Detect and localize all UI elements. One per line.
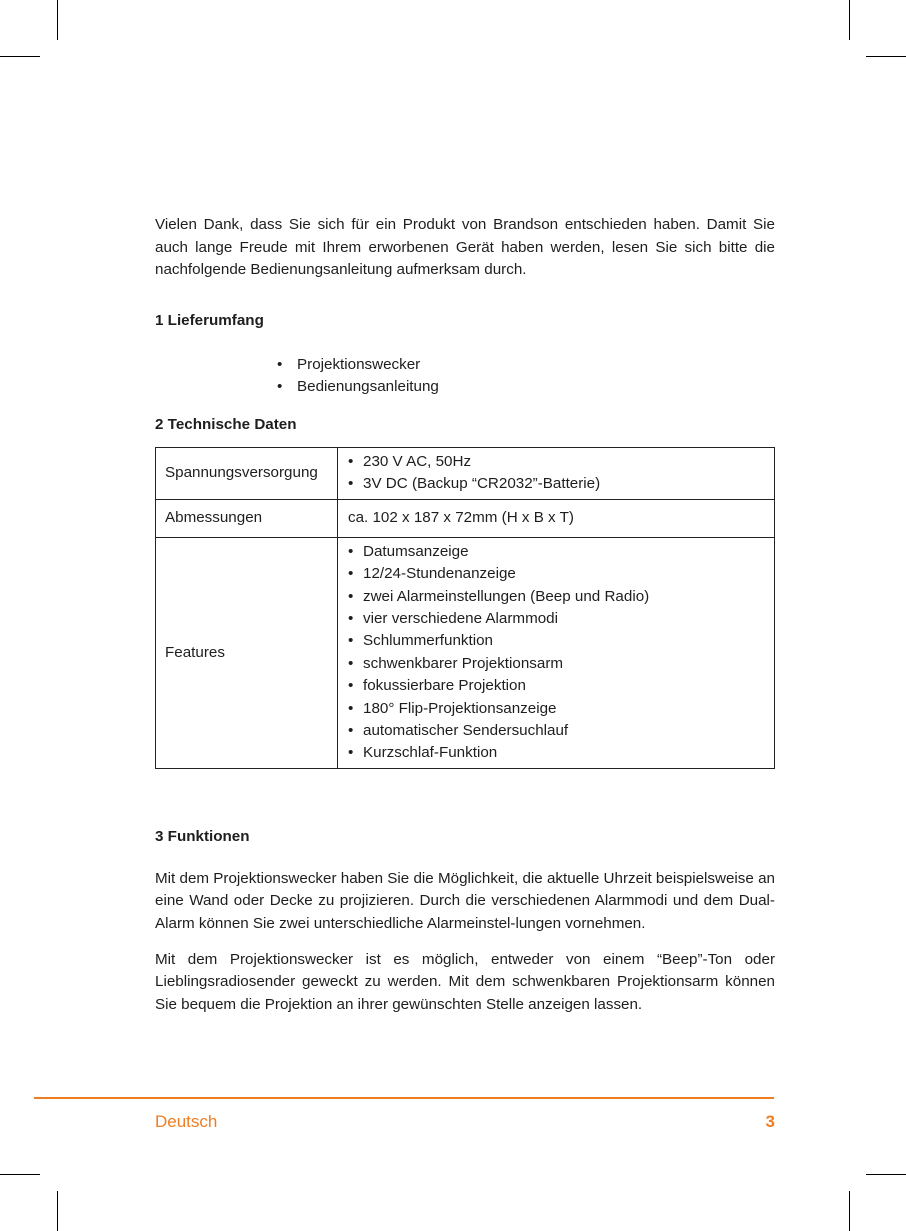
spec-key: Features [156,537,338,768]
crop-mark [866,56,906,57]
crop-mark [57,0,58,40]
intro-paragraph: Vielen Dank, dass Sie sich für ein Produkt von Brandson entschieden haben. Damit Sie auch lange Freude mit Ihrem erworbenen Gerät haben werden, lesen Sie sich bitte die nachfolgende Bedienungsanleitung aufmerksam durch. [155,216,775,279]
list-item: • Bedienungsanleitung [277,376,775,399]
body-paragraph: Mit dem Projektionswecker ist es möglich, entweder von einem “Beep”-Ton oder Lieblingsradiosender geweckt zu werden. Mit dem schwenkbaren Projektionsarm können Sie bequem die Projektion an ihrer gewünschten Stelle anzeigen lassen. [155,950,775,1013]
list-item: • Projektionswecker [277,354,775,377]
crop-mark [0,1174,40,1175]
list-item: • Kurzschlaf-Funktion [348,742,766,764]
crop-mark [849,1191,850,1231]
list-item: • Schlummerfunktion [348,630,766,652]
crop-mark [57,1191,58,1231]
crop-mark [866,1174,906,1175]
spec-value [338,447,775,499]
spec-value [338,537,775,768]
table-row [156,499,775,537]
section-heading-funktionen: 3 Funktionen [155,827,250,845]
specs-table [155,447,775,769]
page-content [155,214,775,1016]
crop-mark [849,0,850,40]
table-row [156,447,775,499]
list-item: • 230 V AC, 50Hz [348,451,766,473]
list-item: • 12/24-Stundenanzeige [348,563,766,585]
list-item: • fokussierbare Projektion [348,675,766,697]
section-heading-lieferumfang: 1 Lieferumfang [155,311,264,329]
body-paragraph: Mit dem Projektionswecker haben Sie die Möglichkeit, die aktuelle Uhrzeit beispielsweise an eine Wand oder Decke zu projizieren. Durch die verschiedenen Alarmmodi und dem Dual-Alarm können Sie zwei unterschiedliche Alarmeinstel-lungen vornehmen. [155,869,775,933]
list-item: • automatischer Sendersuchlauf [348,720,766,742]
list-item: • Datumsanzeige [348,541,766,563]
crop-mark [0,56,40,57]
list-item: • vier verschiedene Alarmmodi [348,608,766,630]
spec-key: Spannungsversorgung [156,447,338,499]
list-item: • 180° Flip-Projektionsanzeige [348,698,766,720]
section-heading-technische-daten: 2 Technische Daten [155,415,297,433]
scope-list [155,354,775,399]
page-number: 3 [765,1112,775,1131]
spec-key: Abmessungen [156,499,338,537]
spec-value: ca. 102 x 187 x 72mm (H x B x T) [338,499,775,537]
list-item: • 3V DC (Backup “CR2032”-Batterie) [348,473,766,495]
list-item: • zwei Alarmeinstellungen (Beep und Radio) [348,586,766,608]
footer-divider [34,1097,774,1099]
list-item: • schwenkbarer Projektionsarm [348,653,766,675]
table-row [156,537,775,768]
footer-language: Deutsch [155,1112,218,1131]
